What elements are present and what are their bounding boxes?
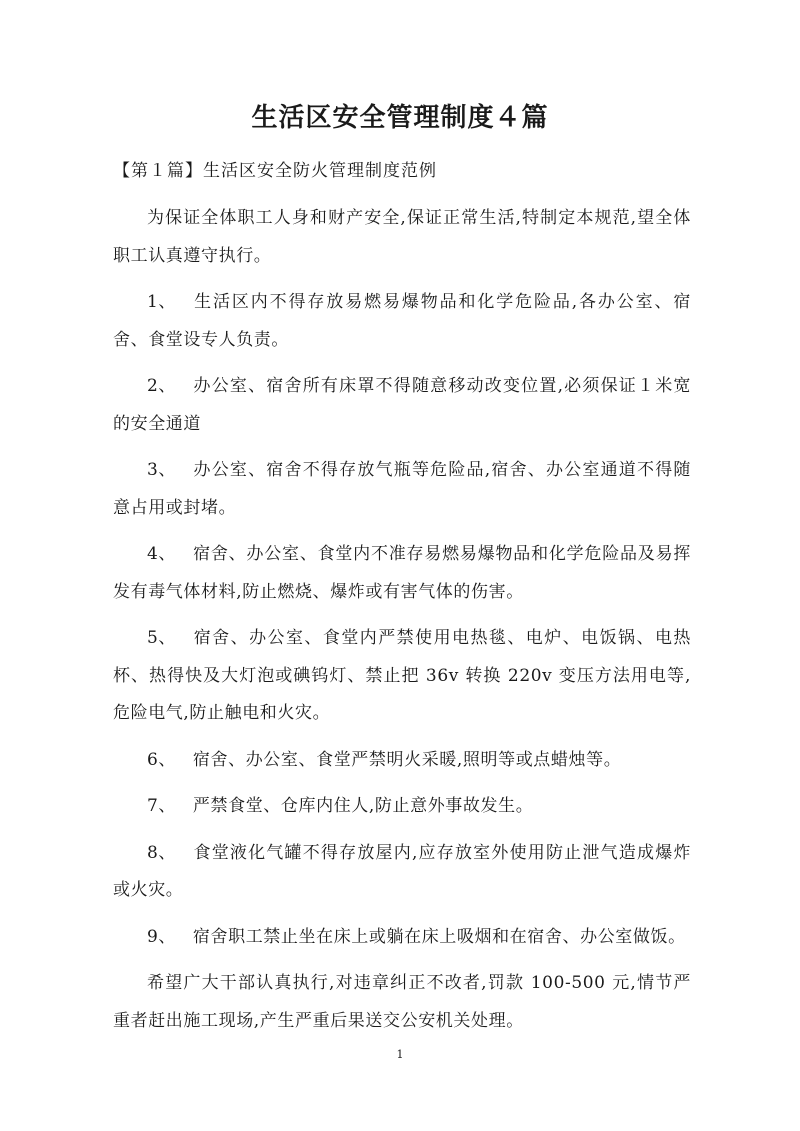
item-number: 8、 bbox=[147, 842, 177, 863]
item-text: 生活区内不得存放易燃易爆物品和化学危险品,各办公室、宿舍、食堂设专人负责。 bbox=[113, 292, 691, 350]
intro-paragraph: 为保证全体职工人身和财产安全,保证正常生活,特制定本规范,望全体职工认真遵守执行。 bbox=[113, 208, 691, 266]
list-item bbox=[113, 742, 691, 780]
list-item bbox=[113, 368, 691, 443]
item-text: 办公室、宿舍所有床罩不得随意移动改变位置,必须保证１米宽的安全通道 bbox=[113, 376, 691, 434]
item-number: 7、 bbox=[147, 796, 177, 816]
item-text: 宿舍、办公室、食堂内严禁使用电热毯、电炉、电饭锅、电热杯、热得快及大灯泡或碘钨灯、禁止把 36v 转换 220v 变压方法用电等,危险电气,防止触电和火灾。 bbox=[113, 628, 691, 723]
item-number: 1、 bbox=[147, 292, 177, 312]
list-item bbox=[113, 284, 691, 359]
page-number: 1 bbox=[396, 1048, 404, 1061]
item-text: 严禁食堂、仓库内住人,防止意外事故发生。 bbox=[192, 796, 534, 816]
closing-paragraph: 希望广大干部认真执行,对违章纠正不改者,罚款 100-500 元,情节严重者赶出施工现场,产生严重后果送交公安机关处理。 bbox=[113, 973, 691, 1031]
item-number: 5、 bbox=[147, 628, 177, 648]
list-item bbox=[113, 919, 691, 957]
document-body bbox=[113, 200, 691, 1049]
section-heading: 【第１篇】生活区安全防火管理制度范例 bbox=[113, 161, 437, 181]
item-number: 2、 bbox=[147, 376, 177, 396]
item-text: 宿舍职工禁止坐在床上或躺在床上吸烟和在宿舍、办公室做饭。 bbox=[192, 926, 686, 947]
item-text: 食堂液化气罐不得存放屋内,应存放室外使用防止泄气造成爆炸或火灾。 bbox=[113, 842, 691, 900]
item-text: 宿舍、办公室、食堂内不准存易燃易爆物品和化学危险品及易挥发有毒气体材料,防止燃烧、爆炸或有害气体的伤害。 bbox=[113, 544, 691, 602]
list-item bbox=[113, 452, 691, 527]
list-item bbox=[113, 788, 691, 826]
item-text: 宿舍、办公室、食堂严禁明火采暖,照明等或点蜡烛等。 bbox=[192, 749, 622, 770]
page-title: 生活区安全管理制度４篇 bbox=[251, 103, 549, 133]
item-number: 4、 bbox=[147, 544, 177, 564]
list-item bbox=[113, 835, 691, 910]
list-item bbox=[113, 536, 691, 611]
item-text: 办公室、宿舍不得存放气瓶等危险品,宿舍、办公室通道不得随意占用或封堵。 bbox=[113, 460, 691, 518]
item-number: 3、 bbox=[147, 460, 177, 480]
list-item bbox=[113, 620, 691, 733]
item-number: 9、 bbox=[147, 926, 177, 947]
item-number: 6、 bbox=[147, 749, 177, 770]
